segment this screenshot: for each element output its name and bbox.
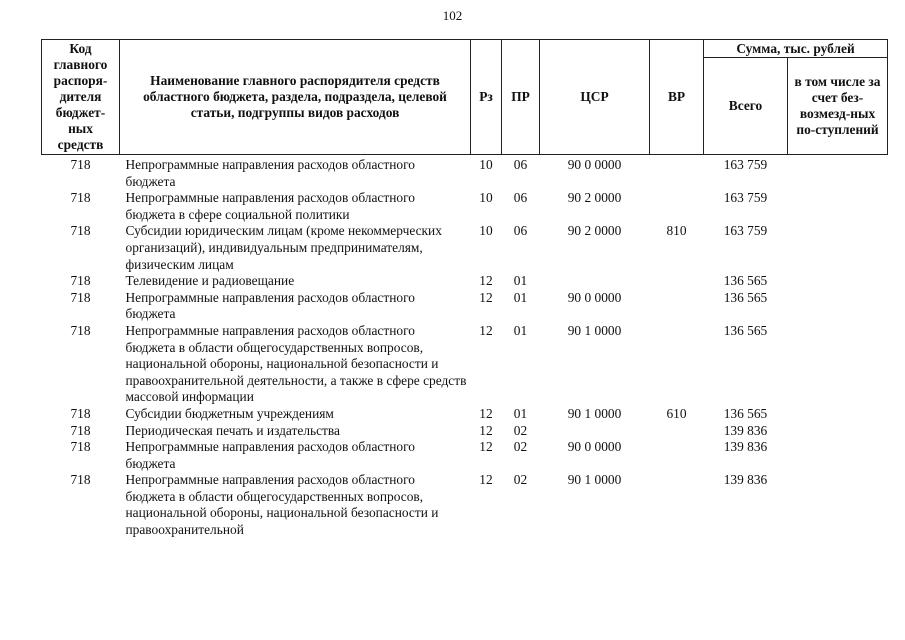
cell-csr xyxy=(540,273,650,290)
cell-name: Непрограммные направления расходов областного бюджета xyxy=(125,439,415,471)
header-name: Наименование главного распорядителя средств областного бюджета, раздела, подраздела, целевой статьи, подгруппы видов расходов xyxy=(120,40,471,155)
cell-free xyxy=(788,273,888,290)
header-pr: ПР xyxy=(502,40,540,155)
cell-code: 718 xyxy=(70,190,91,206)
header-code: Код главного распоря-дителя бюджет-ных средств xyxy=(42,40,120,155)
cell-free xyxy=(788,223,888,273)
cell-rz: 12 xyxy=(479,322,493,338)
table-row xyxy=(42,155,888,191)
cell-csr: 90 1 0000 xyxy=(567,405,622,421)
cell-total: 136 565 xyxy=(723,273,768,289)
cell-total: 136 565 xyxy=(723,405,768,421)
cell-code: 718 xyxy=(70,472,91,488)
cell-pr: 01 xyxy=(513,405,528,421)
cell-csr xyxy=(540,423,650,440)
cell-total: 139 836 xyxy=(723,439,768,455)
cell-free xyxy=(788,423,888,440)
cell-name: Непрограммные направления расходов областного бюджета в сфере социальной политики xyxy=(125,190,415,222)
cell-pr: 02 xyxy=(513,422,528,438)
cell-vr xyxy=(650,472,704,538)
cell-total: 139 836 xyxy=(723,472,768,488)
cell-csr: 90 2 0000 xyxy=(567,190,622,206)
cell-rz: 10 xyxy=(479,157,493,172)
cell-csr: 90 1 0000 xyxy=(567,322,622,338)
header-rz: Рз xyxy=(471,40,502,155)
header-sum-group: Сумма, тыс. рублей xyxy=(704,40,888,58)
table-row xyxy=(42,406,888,423)
cell-vr xyxy=(650,290,704,323)
cell-free xyxy=(788,323,888,406)
cell-vr xyxy=(650,323,704,406)
cell-free xyxy=(788,155,888,191)
cell-rz: 12 xyxy=(479,289,493,305)
cell-csr: 90 0 0000 xyxy=(567,157,622,172)
cell-code: 718 xyxy=(70,273,91,289)
cell-pr: 01 xyxy=(513,273,528,289)
cell-free xyxy=(788,439,888,472)
cell-rz: 12 xyxy=(479,439,493,455)
cell-vr xyxy=(650,273,704,290)
cell-vr: 610 xyxy=(666,405,687,421)
table-row xyxy=(42,190,888,223)
cell-pr: 01 xyxy=(513,289,528,305)
cell-code: 718 xyxy=(70,157,91,172)
cell-csr: 90 0 0000 xyxy=(567,289,622,305)
cell-rz: 10 xyxy=(479,223,493,239)
cell-vr xyxy=(650,155,704,191)
cell-free xyxy=(788,290,888,323)
cell-code: 718 xyxy=(70,322,91,338)
cell-code: 718 xyxy=(70,439,91,455)
cell-name: Периодическая печать и издательства xyxy=(125,422,340,438)
table-row xyxy=(42,323,888,406)
header-total: Всего xyxy=(704,58,788,155)
table-row xyxy=(42,290,888,323)
cell-code: 718 xyxy=(70,289,91,305)
cell-code: 718 xyxy=(70,405,91,421)
cell-name: Непрограммные направления расходов областного бюджета xyxy=(125,157,415,189)
cell-code: 718 xyxy=(70,422,91,438)
cell-rz: 12 xyxy=(479,273,493,289)
cell-name: Непрограммные направления расходов областного бюджета xyxy=(125,289,415,322)
cell-name: Непрограммные направления расходов областного бюджета в области общегосударственных вопросов, национальной обороны, национальной безопасности и правоохранительной xyxy=(125,472,439,538)
cell-name: Субсидии бюджетным учреждениям xyxy=(125,405,334,421)
cell-total: 163 759 xyxy=(723,157,768,172)
cell-pr: 02 xyxy=(513,439,528,455)
cell-total: 136 565 xyxy=(723,322,768,338)
cell-pr: 01 xyxy=(513,322,528,338)
cell-vr xyxy=(650,190,704,223)
cell-rz: 12 xyxy=(479,472,493,488)
table-row xyxy=(42,423,888,440)
cell-name: Субсидии юридическим лицам (кроме некоммерческих организаций), индивидуальным предпринимателям, физическим лицам xyxy=(125,223,442,272)
cell-name: Непрограммные направления расходов областного бюджета в области общегосударственных вопросов, национальной обороны, национальной безопасности и правоохранительной деятельности, а также в сфере средств массовой информации xyxy=(125,322,467,405)
cell-code: 718 xyxy=(70,223,91,239)
cell-vr xyxy=(650,423,704,440)
cell-csr: 90 1 0000 xyxy=(567,472,622,488)
header-free: в том числе за счет без-возмезд-ных по-ступлений xyxy=(788,58,888,155)
cell-csr: 90 0 0000 xyxy=(567,439,622,455)
cell-total: 163 759 xyxy=(723,190,768,206)
page-number: 102 xyxy=(442,8,463,23)
cell-total: 136 565 xyxy=(723,289,768,305)
cell-vr: 810 xyxy=(666,223,687,239)
cell-free xyxy=(788,472,888,538)
cell-pr: 06 xyxy=(513,190,528,206)
cell-rz: 12 xyxy=(479,422,493,438)
table-row xyxy=(42,439,888,472)
header-csr: ЦСР xyxy=(540,40,650,155)
cell-csr: 90 2 0000 xyxy=(567,223,622,239)
table-row xyxy=(42,472,888,538)
cell-pr: 02 xyxy=(513,472,528,488)
cell-rz: 10 xyxy=(479,190,493,206)
cell-pr: 06 xyxy=(513,223,528,239)
cell-free xyxy=(788,190,888,223)
cell-total: 163 759 xyxy=(723,223,768,239)
table-row xyxy=(42,223,888,273)
header-vr: ВР xyxy=(650,40,704,155)
cell-free xyxy=(788,406,888,423)
table-row xyxy=(42,273,888,290)
cell-name: Телевидение и радиовещание xyxy=(125,273,295,289)
cell-vr xyxy=(650,439,704,472)
cell-total: 139 836 xyxy=(723,422,768,438)
cell-rz: 12 xyxy=(479,405,493,421)
budget-table xyxy=(41,39,888,539)
cell-pr: 06 xyxy=(513,157,528,172)
